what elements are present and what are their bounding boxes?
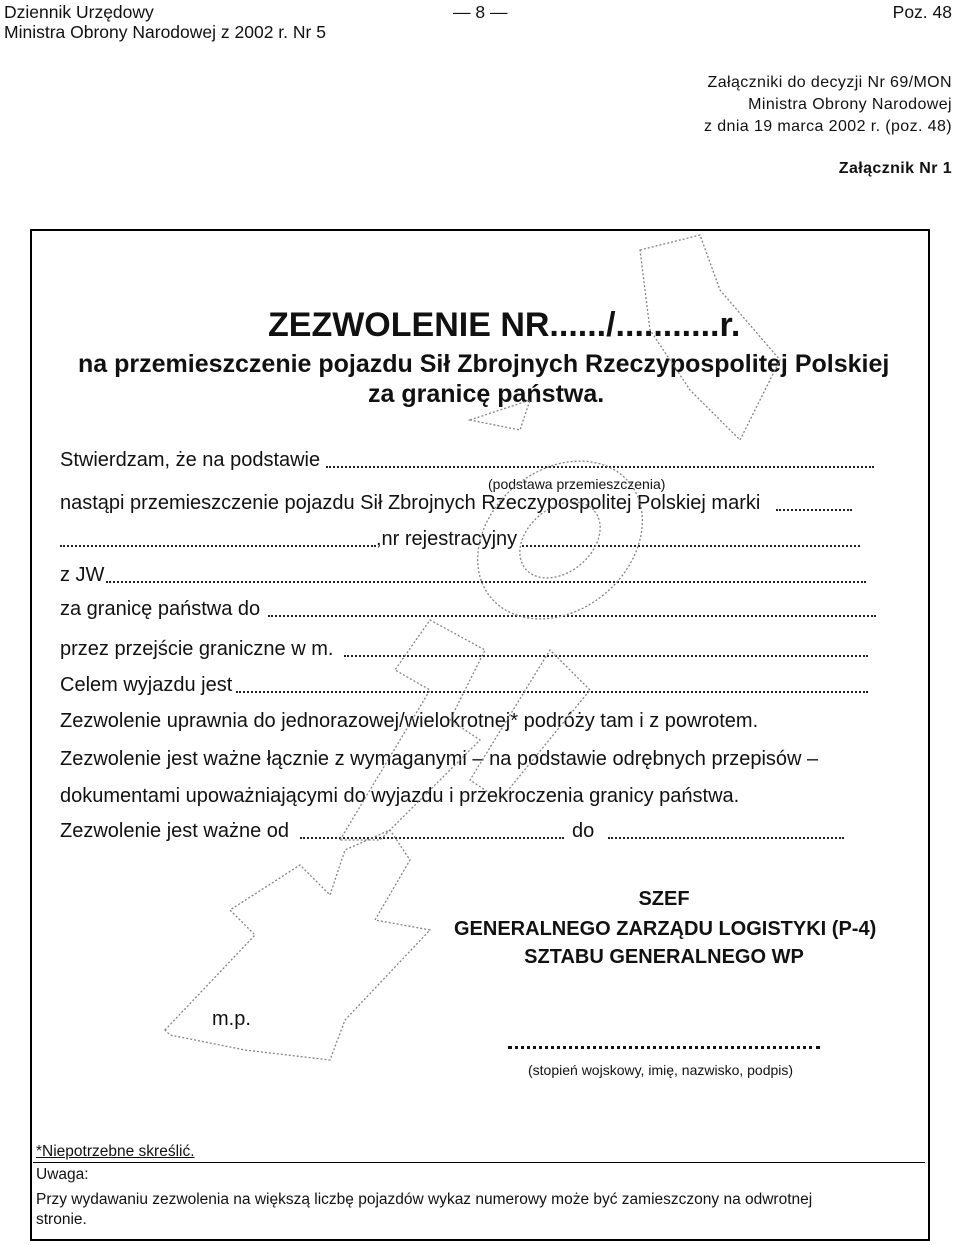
basis-field[interactable] <box>326 466 874 468</box>
basis-hint: (podstawa przemieszczenia) <box>488 476 666 492</box>
attachment-label: Załącznik Nr 1 <box>838 160 952 177</box>
registration-label: ,nr rejestracyjny <box>376 528 518 550</box>
validity-line-1: Zezwolenie jest ważne łącznie z wymaganymi – na podstawie odrębnych przepisów – <box>60 748 819 770</box>
attachment-line2: Ministra Obrony Narodowej <box>748 96 952 113</box>
purpose-label: Celem wyjazdu jest <box>60 674 233 696</box>
attachment-line1: Załączniki do decyzji Nr 69/MON <box>707 74 952 91</box>
signatory-line-2: GENERALNEGO ZARZĄDU LOGISTYKI (P-4) <box>454 918 877 940</box>
permit-subtitle-2: za granicę państwa. <box>368 380 605 408</box>
validity-line-2: dokumentami upoważniającymi do wyjazdu i przekroczenia granicy państwa. <box>60 785 740 807</box>
signatory-line-1: SZEF <box>638 888 690 910</box>
unit-field[interactable] <box>106 581 866 583</box>
purpose-field[interactable] <box>236 691 868 693</box>
page-number: — 8 — <box>453 2 508 22</box>
valid-from-field[interactable] <box>300 837 564 839</box>
registration-field[interactable] <box>522 545 860 547</box>
stamp-label: m.p. <box>212 1008 251 1030</box>
journal-title: Dziennik Urzędowy <box>4 2 154 22</box>
note-label: Uwaga: <box>36 1166 89 1183</box>
crossing-field[interactable] <box>344 655 868 657</box>
signature-hint: (stopień wojskowy, imię, nazwisko, podpis) <box>528 1062 794 1078</box>
vehicle-make-field[interactable] <box>776 509 852 511</box>
vehicle-label: nastąpi przemieszczenie pojazdu Sił Zbrojnych Rzeczypospolitej Polskiej marki <box>60 492 761 514</box>
vehicle-make-field-cont[interactable] <box>60 545 376 547</box>
note-text-2: stronie. <box>36 1211 87 1228</box>
valid-to-field[interactable] <box>608 837 844 839</box>
country-field[interactable] <box>268 615 876 617</box>
footnote-divider <box>33 1162 925 1163</box>
signatory-line-3: SZTABU GENERALNEGO WP <box>524 946 804 968</box>
position-number: Poz. 48 <box>892 2 952 22</box>
ministry-line: Ministra Obrony Narodowej z 2002 r. Nr 5 <box>4 22 326 42</box>
unit-label: z JW <box>60 564 105 586</box>
footnote: *Niepotrzebne skreślić. <box>36 1143 195 1160</box>
country-label: za granicę państwa do <box>60 598 261 620</box>
attachment-line3: z dnia 19 marca 2002 r. (poz. 48) <box>704 118 952 135</box>
permit-subtitle-1: na przemieszczenie pojazdu Sił Zbrojnych Rzeczypospolitej Polskiej <box>78 350 890 378</box>
valid-from-label: Zezwolenie jest ważne od <box>60 820 290 842</box>
signature-field[interactable] <box>508 1046 820 1049</box>
valid-to-label: do <box>572 820 595 842</box>
trip-type-line: Zezwolenie uprawnia do jednorazowej/wielokrotnej* podróży tam i z powrotem. <box>60 710 759 732</box>
permit-title: ZEZWOLENIE NR....../...........r. <box>268 306 741 344</box>
basis-label: Stwierdzam, że na podstawie <box>60 449 321 471</box>
crossing-label: przez przejście graniczne w m. <box>60 638 334 660</box>
note-text-1: Przy wydawaniu zezwolenia na większą liczbę pojazdów wykaz numerowy może być zamieszczony na odwrotnej <box>36 1191 813 1208</box>
